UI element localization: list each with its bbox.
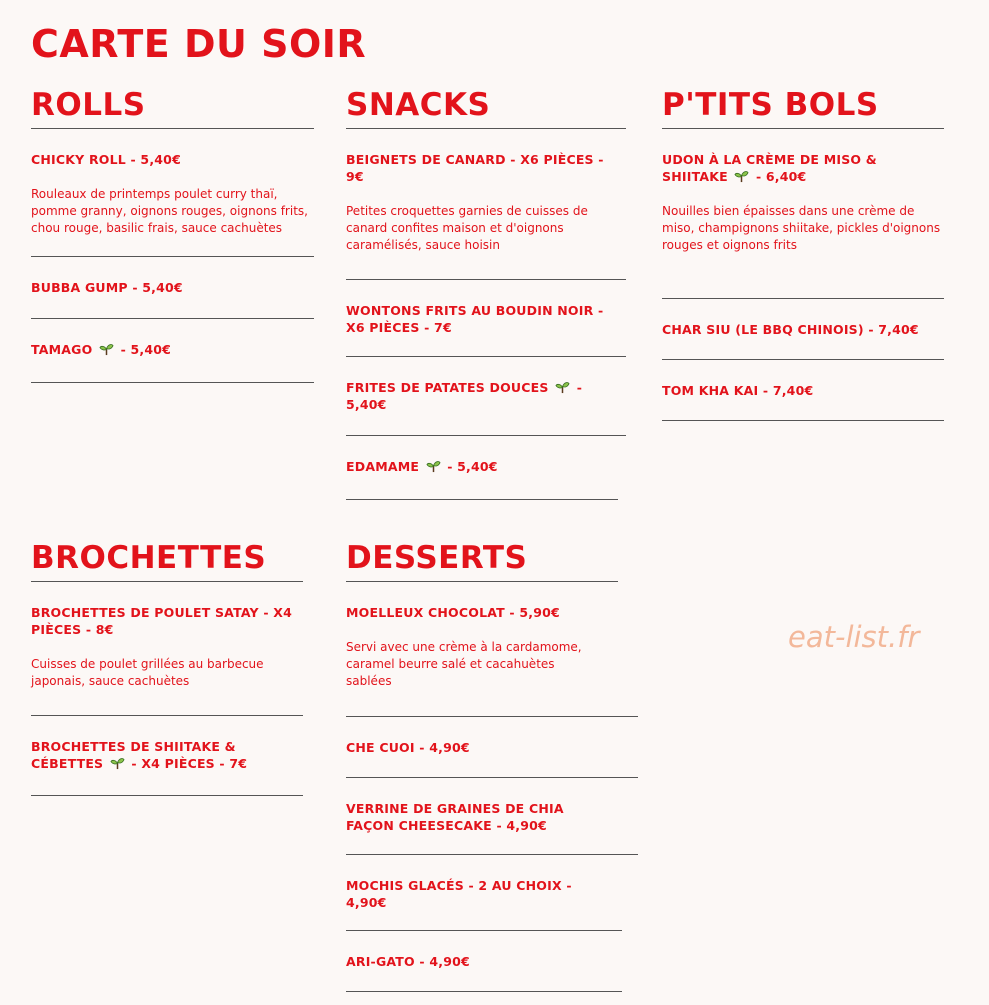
item-description: Cuisses de poulet grillées au barbecue japonais, sauce cachuètes — [31, 657, 264, 688]
section-heading-snacks: SNACKS — [346, 86, 626, 129]
item-title: MOCHIS GLACÉS - 2 AU CHOIX - 4,90€ — [346, 878, 572, 910]
vegetarian-sprout-icon — [734, 168, 749, 183]
menu-item — [31, 582, 303, 716]
menu-item — [662, 299, 944, 360]
item-title: CHAR SIU (LE BBQ CHINOIS) - 7,40€ — [662, 322, 919, 337]
page-title: CARTE DU SOIR — [31, 22, 367, 66]
section-heading-ptits-bols: P'TITS BOLS — [662, 86, 944, 129]
watermark: eat-list.fr — [788, 620, 920, 654]
menu-item — [31, 716, 303, 796]
item-description: Servi avec une crème à la cardamome, caramel beurre salé et cacahuètes sablées — [346, 640, 582, 688]
item-description: Petites croquettes garnies de cuisses de canard confites maison et d'oignons caramélisés, sauce hoisin — [346, 204, 588, 252]
item-title: ARI-GATO - 4,90€ — [346, 954, 470, 969]
item-title: BROCHETTES DE SHIITAKE & CÉBETTES - X4 PIÈCES - 7€ — [31, 739, 248, 771]
item-title: VERRINE DE GRAINES DE CHIA FAÇON CHEESECAKE - 4,90€ — [346, 801, 564, 833]
section-heading-desserts: DESSERTS — [346, 539, 618, 582]
item-title: MOELLEUX CHOCOLAT - 5,90€ — [346, 605, 560, 620]
section-heading-brochettes: BROCHETTES — [31, 539, 303, 582]
item-title: UDON À LA CRÈME DE MISO & SHIITAKE - 6,40€ — [662, 152, 877, 184]
menu-item — [346, 717, 638, 778]
section-desserts — [346, 539, 638, 992]
section-brochettes — [31, 539, 303, 796]
section-heading-rolls: ROLLS — [31, 86, 314, 129]
menu-item — [346, 129, 626, 280]
vegetarian-sprout-icon — [110, 755, 125, 770]
menu-item — [346, 357, 626, 436]
item-description: Nouilles bien épaisses dans une crème de miso, champignons shiitake, pickles d'oignons rouges et oignons frits — [662, 204, 941, 252]
section-snacks — [346, 86, 626, 500]
item-title: FRITES DE PATATES DOUCES - 5,40€ — [346, 380, 583, 412]
menu-item — [31, 257, 314, 319]
section-ptits-bols — [662, 86, 944, 421]
item-title: TAMAGO - 5,40€ — [31, 342, 172, 357]
menu-item — [346, 931, 622, 992]
item-title: BUBBA GUMP - 5,40€ — [31, 280, 183, 295]
menu-item — [662, 360, 944, 421]
menu-item — [662, 129, 944, 299]
menu-item — [346, 582, 638, 717]
item-title: BEIGNETS DE CANARD - X6 PIÈCES - 9€ — [346, 152, 604, 184]
vegetarian-sprout-icon — [99, 341, 114, 356]
item-title: CHE CUOI - 4,90€ — [346, 740, 470, 755]
item-title: WONTONS FRITS AU BOUDIN NOIR - X6 PIÈCES - 7€ — [346, 303, 604, 335]
item-title: EDAMAME - 5,40€ — [346, 459, 498, 474]
menu-item — [346, 778, 638, 855]
menu-item — [31, 129, 314, 257]
menu-item — [346, 855, 622, 931]
menu-item — [346, 280, 626, 357]
item-description: Rouleaux de printemps poulet curry thaï, pomme granny, oignons rouges, oignons frits, chou rouge, basilic frais, sauce cachuètes — [31, 187, 308, 235]
menu-item — [346, 436, 618, 500]
menu-item — [31, 319, 314, 383]
item-title: CHICKY ROLL - 5,40€ — [31, 152, 181, 167]
item-title: BROCHETTES DE POULET SATAY - X4 PIÈCES - 8€ — [31, 605, 292, 637]
vegetarian-sprout-icon — [426, 458, 441, 473]
item-title: TOM KHA KAI - 7,40€ — [662, 383, 814, 398]
vegetarian-sprout-icon — [555, 379, 570, 394]
section-rolls — [31, 86, 314, 383]
